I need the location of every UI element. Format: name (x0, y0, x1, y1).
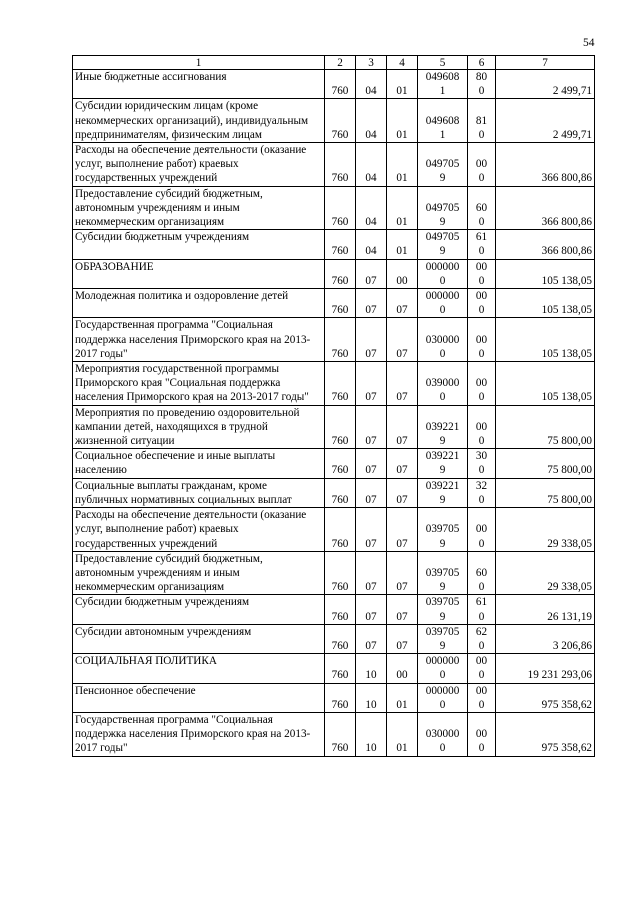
cell-col4: 07 (387, 362, 418, 406)
cell-col6-line1: 00 (475, 523, 488, 536)
cell-col5-line2: 9 (439, 639, 446, 652)
cell-col6 (468, 478, 496, 507)
cell-col3: 07 (356, 405, 387, 449)
cell-col6 (468, 595, 496, 624)
cell-col5 (418, 551, 468, 595)
cell-col3: 04 (356, 99, 387, 143)
cell-col5-line2: 0 (439, 391, 446, 404)
cell-col2: 760 (325, 143, 356, 187)
cell-col2: 760 (325, 712, 356, 756)
cell-col6-line2: 0 (478, 639, 485, 652)
cell-col3: 07 (356, 449, 387, 478)
cell-amount: 75 800,00 (496, 405, 595, 449)
cell-col5 (418, 259, 468, 288)
cell-amount: 975 358,62 (496, 712, 595, 756)
table-row (73, 551, 595, 595)
cell-col6-line2: 0 (478, 610, 485, 623)
cell-col5-line1: 039705 (425, 566, 460, 579)
cell-col6-line2: 0 (478, 698, 485, 711)
table-row (73, 362, 595, 406)
cell-col6-line2: 0 (478, 245, 485, 258)
cell-col2: 760 (325, 405, 356, 449)
cell-col4: 01 (387, 712, 418, 756)
table-row (73, 405, 595, 449)
row-name: Молодежная политика и оздоровление детей (73, 289, 325, 318)
cell-col5-line2: 9 (439, 610, 446, 623)
cell-col6 (468, 143, 496, 187)
cell-col6-line1: 00 (475, 290, 488, 303)
cell-amount: 3 206,86 (496, 624, 595, 653)
cell-col5 (418, 143, 468, 187)
cell-col5-line2: 0 (439, 304, 446, 317)
cell-col6-line1: 00 (475, 260, 488, 273)
header-row (73, 56, 595, 70)
cell-col5 (418, 289, 468, 318)
header-cell: 7 (496, 56, 595, 70)
row-name: Государственная программа "Социальная поддержка населения Приморского края на 2013-2017 годы" (73, 712, 325, 756)
cell-col2: 760 (325, 230, 356, 259)
cell-col2: 760 (325, 289, 356, 318)
table-row (73, 508, 595, 552)
cell-col6 (468, 683, 496, 712)
cell-col3: 07 (356, 362, 387, 406)
cell-col6-line2: 0 (478, 172, 485, 185)
cell-col6 (468, 230, 496, 259)
cell-col5-line1: 049608 (425, 71, 460, 83)
header-cell: 1 (73, 56, 325, 70)
cell-col4: 07 (387, 551, 418, 595)
cell-col6-line2: 0 (478, 85, 485, 98)
cell-amount: 29 338,05 (496, 551, 595, 595)
cell-col4: 07 (387, 289, 418, 318)
cell-col4: 07 (387, 318, 418, 362)
row-name: Субсидии юридическим лицам (кроме некоммерческих организаций), индивидуальным предпринимателям, физическим лицам (73, 99, 325, 143)
cell-col2: 760 (325, 595, 356, 624)
cell-col4: 00 (387, 259, 418, 288)
cell-col6 (468, 259, 496, 288)
row-name: Субсидии бюджетным учреждениям (73, 230, 325, 259)
cell-col3: 07 (356, 478, 387, 507)
cell-col5-line1: 039000 (425, 377, 460, 390)
cell-col5-line1: 030000 (425, 728, 460, 741)
cell-amount: 366 800,86 (496, 143, 595, 187)
cell-col6-line1: 80 (475, 71, 488, 83)
cell-col6-line1: 00 (475, 655, 488, 668)
cell-col4: 07 (387, 595, 418, 624)
row-name: Предоставление субсидий бюджетным, автономным учреждениям и иным некоммерческим организациям (73, 186, 325, 230)
cell-col5-line1: 039221 (425, 420, 460, 433)
cell-col6 (468, 449, 496, 478)
cell-col5 (418, 230, 468, 259)
cell-col6 (468, 70, 496, 99)
cell-col5-line2: 0 (439, 347, 446, 360)
cell-col5-line2: 9 (439, 435, 446, 448)
cell-col6 (468, 624, 496, 653)
table-row (73, 99, 595, 143)
cell-col5 (418, 70, 468, 99)
cell-col6 (468, 289, 496, 318)
table-row (73, 259, 595, 288)
cell-col6 (468, 362, 496, 406)
row-name: Субсидии автономным учреждениям (73, 624, 325, 653)
cell-col4: 07 (387, 478, 418, 507)
header-cell: 5 (418, 56, 468, 70)
table-row (73, 654, 595, 683)
cell-col2: 760 (325, 683, 356, 712)
cell-col5-line2: 1 (439, 85, 446, 98)
cell-col6-line2: 0 (478, 391, 485, 404)
cell-col4: 01 (387, 683, 418, 712)
cell-col6 (468, 186, 496, 230)
cell-col6-line1: 00 (475, 728, 488, 741)
cell-col5-line2: 9 (439, 581, 446, 594)
cell-col5-line1: 039705 (425, 625, 460, 638)
cell-col5-line2: 0 (439, 274, 446, 287)
row-name: СОЦИАЛЬНАЯ ПОЛИТИКА (73, 654, 325, 683)
cell-col2: 760 (325, 654, 356, 683)
cell-col6-line1: 81 (475, 114, 488, 127)
cell-col5-line2: 9 (439, 245, 446, 258)
header-cell: 4 (387, 56, 418, 70)
cell-col4: 01 (387, 143, 418, 187)
cell-col6-line1: 60 (475, 201, 488, 214)
header-cell: 6 (468, 56, 496, 70)
cell-col3: 04 (356, 186, 387, 230)
cell-col5-line2: 0 (439, 669, 446, 682)
cell-col5 (418, 712, 468, 756)
cell-col6-line2: 0 (478, 742, 485, 755)
cell-amount: 29 338,05 (496, 508, 595, 552)
cell-amount: 105 138,05 (496, 318, 595, 362)
cell-col5-line1: 049705 (425, 201, 460, 214)
cell-col5-line1: 049705 (425, 231, 460, 244)
cell-col6 (468, 654, 496, 683)
table-row (73, 683, 595, 712)
row-name: Пенсионное обеспечение (73, 683, 325, 712)
row-name: Расходы на обеспечение деятельности (оказание услуг, выполнение работ) краевых государственных учреждений (73, 508, 325, 552)
table-row (73, 449, 595, 478)
cell-col2: 760 (325, 508, 356, 552)
cell-col5-line2: 9 (439, 172, 446, 185)
cell-col6-line2: 0 (478, 304, 485, 317)
cell-col6-line2: 0 (478, 464, 485, 477)
cell-col3: 10 (356, 654, 387, 683)
table-row (73, 712, 595, 756)
cell-col6-line2: 0 (478, 493, 485, 506)
cell-amount: 975 358,62 (496, 683, 595, 712)
cell-col4: 01 (387, 230, 418, 259)
cell-col6 (468, 508, 496, 552)
cell-amount: 75 800,00 (496, 449, 595, 478)
cell-col6-line1: 62 (475, 625, 488, 638)
cell-col6-line2: 0 (478, 128, 485, 141)
table-row (73, 186, 595, 230)
cell-col5 (418, 318, 468, 362)
header-cell: 2 (325, 56, 356, 70)
cell-amount: 366 800,86 (496, 230, 595, 259)
cell-amount: 75 800,00 (496, 478, 595, 507)
cell-col2: 760 (325, 624, 356, 653)
cell-col6 (468, 318, 496, 362)
cell-col6-line1: 00 (475, 420, 488, 433)
cell-col5 (418, 362, 468, 406)
cell-col5 (418, 624, 468, 653)
cell-amount: 366 800,86 (496, 186, 595, 230)
header-cell: 3 (356, 56, 387, 70)
cell-col4: 07 (387, 449, 418, 478)
cell-col5 (418, 449, 468, 478)
row-name: Мероприятия по проведению оздоровительной кампании детей, находящихся в трудной жизненной ситуации (73, 405, 325, 449)
row-name: Мероприятия государственной программы Приморского края "Социальная поддержка населения Приморского края на 2013-2017 годы" (73, 362, 325, 406)
cell-col5-line1: 039221 (425, 479, 460, 492)
cell-col2: 760 (325, 99, 356, 143)
cell-col3: 07 (356, 318, 387, 362)
cell-col6-line1: 61 (475, 231, 488, 244)
cell-col3: 10 (356, 712, 387, 756)
cell-amount: 2 499,71 (496, 99, 595, 143)
cell-col5 (418, 405, 468, 449)
table-row (73, 230, 595, 259)
cell-col5-line1: 000000 (425, 655, 460, 668)
cell-col4: 07 (387, 624, 418, 653)
cell-col6-line1: 30 (475, 450, 488, 463)
page-number: 54 (583, 37, 595, 49)
cell-col5-line2: 9 (439, 537, 446, 550)
cell-col5-line2: 9 (439, 216, 446, 229)
cell-col5-line1: 049608 (425, 114, 460, 127)
cell-col2: 760 (325, 70, 356, 99)
cell-col5-line2: 9 (439, 464, 446, 477)
cell-col6-line1: 60 (475, 566, 488, 579)
table-row (73, 143, 595, 187)
table-row (73, 289, 595, 318)
table-row (73, 70, 595, 99)
cell-col5-line1: 049705 (425, 158, 460, 171)
row-name: Иные бюджетные ассигнования (73, 70, 325, 99)
cell-col4: 01 (387, 70, 418, 99)
cell-col3: 10 (356, 683, 387, 712)
cell-col6-line2: 0 (478, 274, 485, 287)
cell-col5-line1: 039221 (425, 450, 460, 463)
row-name: Государственная программа "Социальная поддержка населения Приморского края на 2013-2017 годы" (73, 318, 325, 362)
cell-col5 (418, 654, 468, 683)
cell-col3: 07 (356, 595, 387, 624)
cell-col6 (468, 551, 496, 595)
cell-col3: 07 (356, 289, 387, 318)
cell-col5-line1: 000000 (425, 260, 460, 273)
row-name: ОБРАЗОВАНИЕ (73, 259, 325, 288)
cell-col3: 07 (356, 259, 387, 288)
cell-amount: 105 138,05 (496, 289, 595, 318)
row-name: Социальное обеспечение и иные выплаты населению (73, 449, 325, 478)
cell-col6-line1: 61 (475, 596, 488, 609)
table-row (73, 624, 595, 653)
cell-amount: 2 499,71 (496, 70, 595, 99)
cell-col6 (468, 99, 496, 143)
budget-table (72, 55, 595, 757)
cell-col6-line1: 00 (475, 684, 488, 697)
table-row (73, 595, 595, 624)
cell-col2: 760 (325, 551, 356, 595)
cell-col3: 07 (356, 624, 387, 653)
row-name: Расходы на обеспечение деятельности (оказание услуг, выполнение работ) краевых государственных учреждений (73, 143, 325, 187)
cell-col5-line1: 000000 (425, 684, 460, 697)
cell-col4: 01 (387, 99, 418, 143)
cell-col5-line2: 9 (439, 493, 446, 506)
row-name: Социальные выплаты гражданам, кроме публичных нормативных социальных выплат (73, 478, 325, 507)
cell-col5-line2: 1 (439, 128, 446, 141)
cell-col6-line2: 0 (478, 216, 485, 229)
cell-col4: 07 (387, 508, 418, 552)
cell-col5 (418, 595, 468, 624)
cell-col5 (418, 683, 468, 712)
cell-col3: 04 (356, 230, 387, 259)
cell-col6 (468, 405, 496, 449)
row-name: Субсидии бюджетным учреждениям (73, 595, 325, 624)
cell-amount: 19 231 293,06 (496, 654, 595, 683)
cell-col2: 760 (325, 186, 356, 230)
cell-amount: 26 131,19 (496, 595, 595, 624)
cell-col6-line1: 32 (475, 479, 488, 492)
cell-col4: 00 (387, 654, 418, 683)
cell-col4: 07 (387, 405, 418, 449)
cell-col6-line2: 0 (478, 435, 485, 448)
row-name: Предоставление субсидий бюджетным, автономным учреждениям и иным некоммерческим организациям (73, 551, 325, 595)
cell-col3: 07 (356, 551, 387, 595)
table-row (73, 318, 595, 362)
cell-col6-line1: 00 (475, 333, 488, 346)
cell-col5 (418, 478, 468, 507)
cell-col2: 760 (325, 449, 356, 478)
cell-col5 (418, 99, 468, 143)
cell-col5-line2: 0 (439, 698, 446, 711)
cell-col3: 07 (356, 508, 387, 552)
cell-col2: 760 (325, 362, 356, 406)
cell-col2: 760 (325, 259, 356, 288)
cell-col4: 01 (387, 186, 418, 230)
cell-col6 (468, 712, 496, 756)
cell-col6-line2: 0 (478, 347, 485, 360)
cell-col5 (418, 508, 468, 552)
cell-amount: 105 138,05 (496, 362, 595, 406)
cell-col6-line1: 00 (475, 377, 488, 390)
cell-col6-line2: 0 (478, 581, 485, 594)
cell-col2: 760 (325, 478, 356, 507)
cell-col3: 04 (356, 70, 387, 99)
cell-col5-line2: 0 (439, 742, 446, 755)
cell-col5-line1: 039705 (425, 523, 460, 536)
cell-col6-line1: 00 (475, 158, 488, 171)
table-row (73, 478, 595, 507)
cell-col6-line2: 0 (478, 537, 485, 550)
cell-col5-line1: 039705 (425, 596, 460, 609)
cell-col3: 04 (356, 143, 387, 187)
cell-col5 (418, 186, 468, 230)
cell-col5-line1: 030000 (425, 333, 460, 346)
cell-col2: 760 (325, 318, 356, 362)
cell-col5-line1: 000000 (425, 290, 460, 303)
cell-amount: 105 138,05 (496, 259, 595, 288)
cell-col6-line2: 0 (478, 669, 485, 682)
